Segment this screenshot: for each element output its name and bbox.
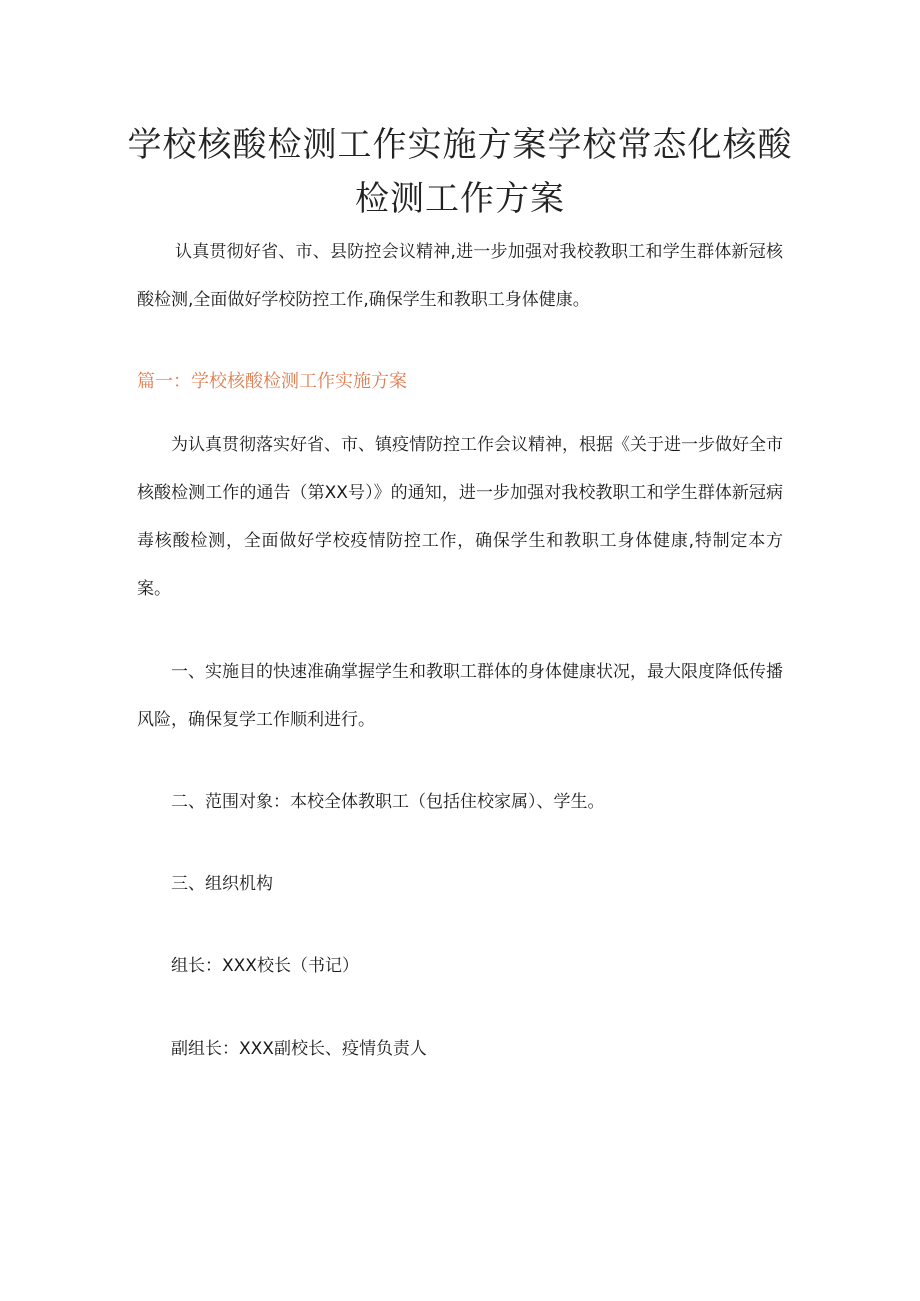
leader-line: 组长：XXX校长（书记） [171, 956, 359, 976]
purpose-paragraph: 一、实施目的快速准确掌握学生和教职工群体的身体健康状况，最大限度降低传播风险，确保复学工作顺利进行。 [137, 662, 783, 730]
intro-paragraph: 认真贯彻好省、市、县防控会议精神,进一步加强对我校教职工和学生群体新冠核酸检测,全面做好学校防控工作,确保学生和教职工身体健康。 [137, 242, 783, 310]
body-paragraph: 为认真贯彻落实好省、市、镇疫情防控工作会议精神，根据《关于进一步做好全市核酸检测工作的通告（第XX号）》的通知，进一步加强对我校教职工和学生群体新冠病毒核酸检测，全面做好学校疫情防控工作，确保学生和教职工身体健康,特制定本方案。 [137, 435, 783, 599]
document-title: 学校核酸检测工作实施方案学校常态化核酸检测工作方案 [127, 125, 793, 219]
organization-heading: 三、组织机构 [171, 874, 273, 894]
scope-line: 二、范围对象：本校全体教职工（包括住校家属）、学生。 [171, 792, 605, 812]
deputy-leader-line: 副组长：XXX副校长、疫情负责人 [171, 1039, 427, 1059]
section-heading: 篇一：学校核酸检测工作实施方案 [137, 371, 407, 392]
